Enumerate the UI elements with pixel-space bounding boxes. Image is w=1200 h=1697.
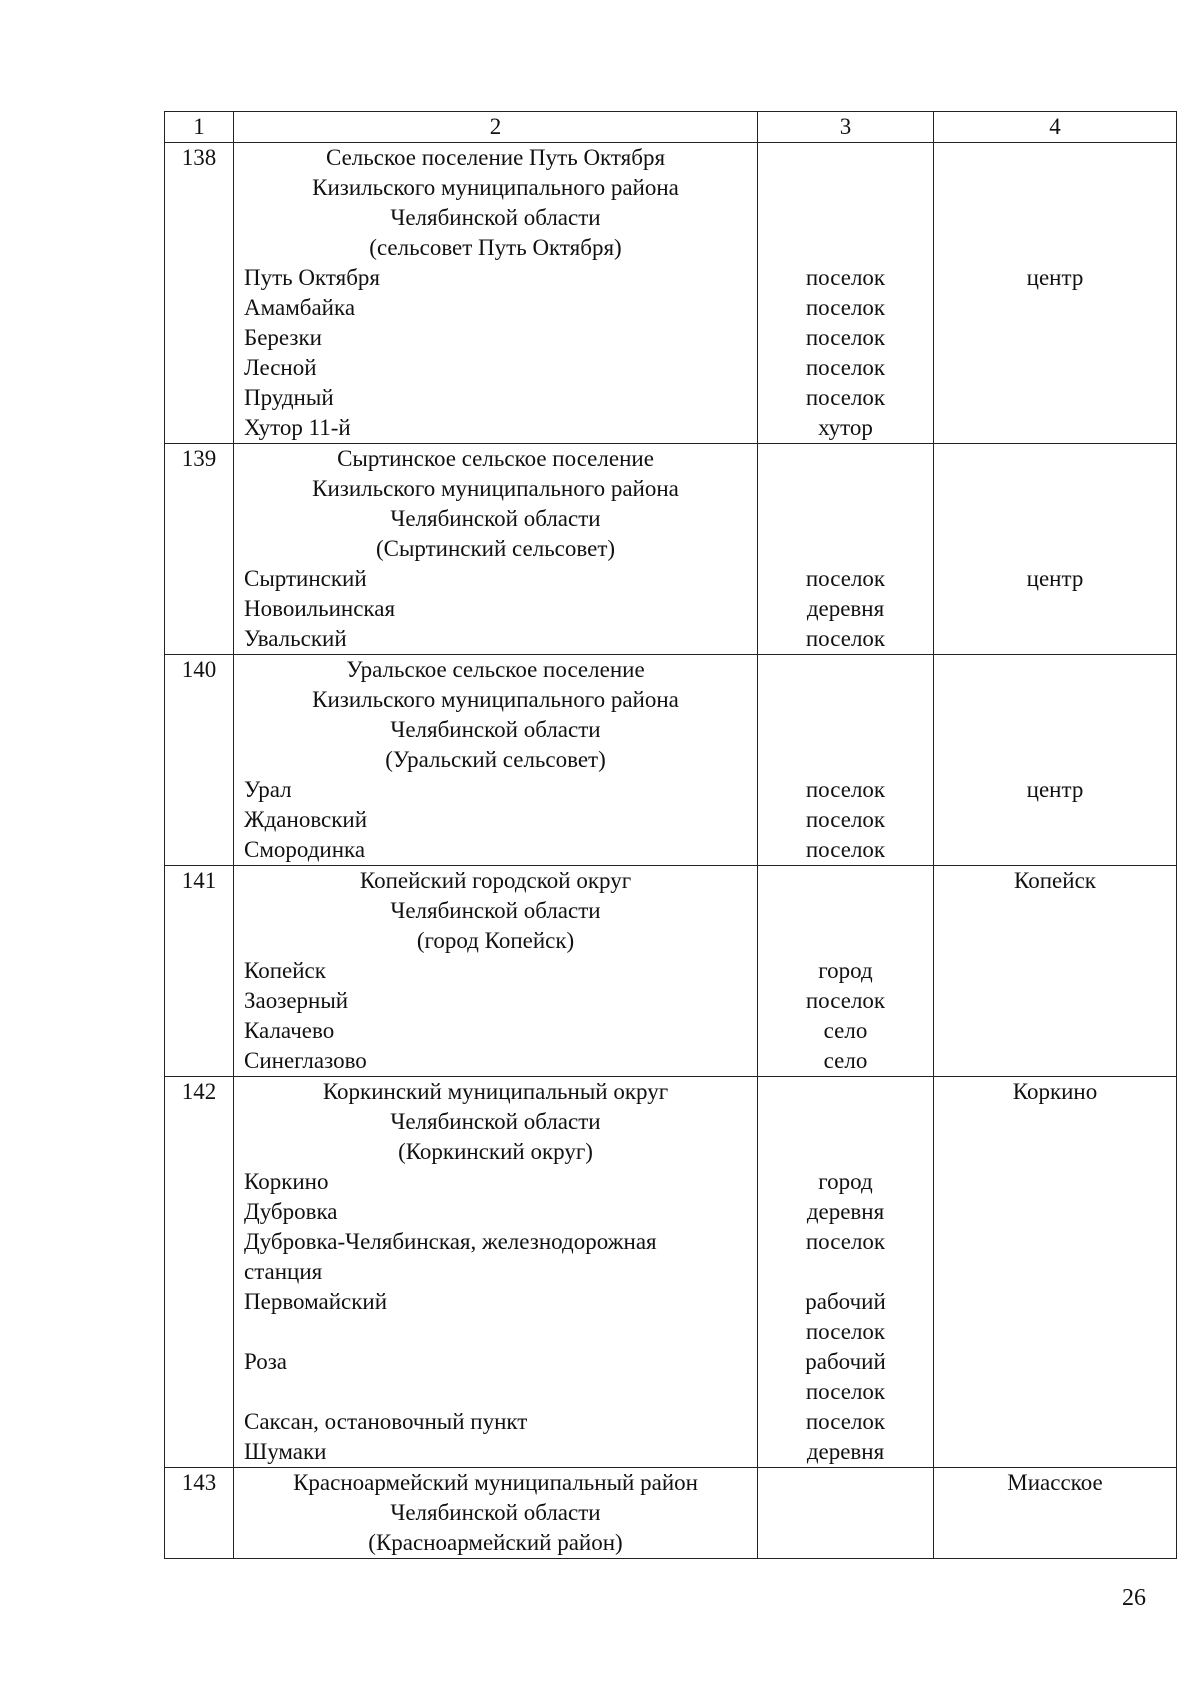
- center-note: Копейск: [1014, 868, 1096, 893]
- municipality-cell: [234, 866, 758, 1077]
- settlement-type: поселок: [805, 355, 886, 380]
- blank-line: [934, 203, 1176, 233]
- municipality-title-line: Кизильского муниципального района: [312, 476, 679, 501]
- municipality-cell: [234, 655, 758, 866]
- municipality-title-line: Челябинской области: [390, 717, 601, 742]
- blank-line: [934, 624, 1176, 654]
- blank-line: [934, 1437, 1176, 1467]
- settlement-type: деревня: [806, 1439, 885, 1464]
- settlement-type: поселок: [805, 837, 886, 862]
- blank-line: [934, 655, 1176, 685]
- settlement-name: Новоильинская: [244, 596, 396, 621]
- center-note: центр: [1026, 777, 1084, 802]
- blank-line: [758, 866, 933, 896]
- note-cell: [934, 1468, 1177, 1559]
- blank-line: [934, 1377, 1176, 1407]
- table-header-row: [165, 112, 1177, 143]
- settlement-type: поселок: [805, 807, 886, 832]
- settlement-name: [234, 1317, 757, 1347]
- settlement-type: поселок: [805, 1409, 886, 1434]
- municipality-title-line: (Уральский сельсовет): [385, 747, 606, 772]
- blank-line: [934, 353, 1176, 383]
- municipality-title-line: (Сыртинский сельсовет): [375, 536, 616, 561]
- settlement-name: Ждановский: [244, 807, 368, 832]
- center-note: центр: [1026, 566, 1084, 591]
- center-note: центр: [1026, 265, 1084, 290]
- settlement-type: село: [823, 1048, 868, 1073]
- settlement-type: город: [818, 958, 873, 983]
- type-cell: [758, 1468, 934, 1559]
- blank-line: [758, 745, 933, 775]
- blank-line: [934, 1498, 1176, 1528]
- note-cell: [934, 866, 1177, 1077]
- blank-line: [934, 745, 1176, 775]
- blank-line: [758, 896, 933, 926]
- blank-line: [934, 173, 1176, 203]
- settlement-name: Дубровка: [244, 1199, 338, 1224]
- header-col-3: 3: [758, 112, 934, 143]
- settlements-table: [164, 111, 1177, 1559]
- settlement-type: село: [823, 1018, 868, 1043]
- settlement-type: поселок: [805, 777, 886, 802]
- settlement-type: поселок: [805, 566, 886, 591]
- settlement-type: поселок: [805, 1379, 886, 1404]
- row-number: 139: [181, 446, 217, 471]
- blank-line: [758, 173, 933, 203]
- blank-line: [934, 1528, 1176, 1558]
- blank-line: [934, 1407, 1176, 1437]
- row-number: 141: [181, 868, 217, 893]
- page-number: 26: [1122, 1585, 1146, 1611]
- blank-line: [934, 1107, 1176, 1137]
- municipality-cell: [234, 1077, 758, 1468]
- blank-line: [758, 143, 933, 173]
- blank-line: [758, 1107, 933, 1137]
- blank-line: [934, 383, 1176, 413]
- municipality-title-line: Челябинской области: [390, 506, 601, 531]
- settlement-type: деревня: [806, 596, 885, 621]
- type-cell: [758, 866, 934, 1077]
- settlement-name: Хутор 11-й: [244, 415, 351, 440]
- blank-line: [934, 1016, 1176, 1046]
- table-row: [165, 866, 1177, 1077]
- blank-line: [758, 1077, 933, 1107]
- note-cell: [934, 1077, 1177, 1468]
- table-row: [165, 655, 1177, 866]
- municipality-title-line: Челябинской области: [390, 1500, 601, 1525]
- blank-line: [758, 203, 933, 233]
- header-col-2: 2: [234, 112, 758, 143]
- municipality-cell: [234, 143, 758, 444]
- blank-line: [934, 1347, 1176, 1377]
- row-number: 143: [181, 1470, 217, 1495]
- settlement-name: Шумаки: [244, 1439, 327, 1464]
- row-number-cell: [165, 1077, 234, 1468]
- blank-line: [934, 1287, 1176, 1317]
- municipality-title-line: Коркинский муниципальный округ: [322, 1079, 669, 1104]
- center-note: Миасское: [1007, 1470, 1103, 1495]
- blank-line: [934, 143, 1176, 173]
- row-number-cell: [165, 866, 234, 1077]
- settlement-name: Заозерный: [244, 988, 349, 1013]
- municipality-title-line: Красноармейский муниципальный район: [293, 1470, 698, 1495]
- blank-line: [934, 323, 1176, 353]
- municipality-title-line: Сыртинское сельское поселение: [337, 446, 654, 471]
- blank-line: [934, 1197, 1176, 1227]
- municipality-title-line: Челябинской области: [390, 205, 601, 230]
- blank-line: [758, 655, 933, 685]
- blank-line: [934, 1046, 1176, 1076]
- blank-line: [758, 1528, 933, 1558]
- blank-line: [934, 474, 1176, 504]
- blank-line: [758, 504, 933, 534]
- blank-line: [758, 685, 933, 715]
- blank-line: [758, 534, 933, 564]
- blank-line: [758, 715, 933, 745]
- blank-line: [758, 474, 933, 504]
- note-cell: [934, 655, 1177, 866]
- table-row: [165, 444, 1177, 655]
- type-cell: [758, 143, 934, 444]
- municipality-title-line: (Красноармейский район): [368, 1530, 623, 1555]
- settlement-name: Дубровка-Челябинская, железнодорожная: [244, 1229, 657, 1254]
- header-col-4: 4: [934, 112, 1177, 143]
- settlement-type: поселок: [805, 265, 886, 290]
- blank-line: [934, 293, 1176, 323]
- settlement-name: Роза: [244, 1349, 288, 1374]
- blank-line: [934, 1227, 1176, 1257]
- settlement-name: Лесной: [244, 355, 317, 380]
- blank-line: [758, 926, 933, 956]
- settlement-type: рабочий: [805, 1349, 886, 1374]
- settlement-name: Увальский: [244, 626, 347, 651]
- center-note: Коркино: [1012, 1079, 1098, 1104]
- settlement-type: поселок: [805, 295, 886, 320]
- note-cell: [934, 444, 1177, 655]
- row-number-cell: [165, 1468, 234, 1559]
- settlement-type: поселок: [805, 626, 886, 651]
- settlement-name: Смородинка: [244, 837, 366, 862]
- blank-line: [758, 1498, 933, 1528]
- blank-line: [758, 1468, 933, 1498]
- blank-line: [934, 1317, 1176, 1347]
- municipality-title-line: Сельское поселение Путь Октября: [325, 145, 666, 170]
- settlement-name: Первомайский: [244, 1289, 387, 1314]
- settlement-type: поселок: [805, 1319, 886, 1344]
- settlement-name: Амамбайка: [244, 295, 356, 320]
- row-number-cell: [165, 143, 234, 444]
- settlement-name: Саксан, остановочный пункт: [244, 1409, 528, 1434]
- settlement-type: хутор: [818, 415, 873, 440]
- type-cell: [758, 1077, 934, 1468]
- municipality-cell: [234, 1468, 758, 1559]
- municipality-title-line: (сельсовет Путь Октября): [369, 235, 622, 260]
- blank-line: [934, 594, 1176, 624]
- settlement-type: рабочий: [805, 1289, 886, 1314]
- settlement-name: Прудный: [244, 385, 334, 410]
- header-col-1: 1: [165, 112, 234, 143]
- municipality-title-line: (город Копейск): [416, 928, 575, 953]
- settlement-name: Копейск: [244, 958, 326, 983]
- row-number: 138: [181, 145, 217, 170]
- settlement-type: [758, 1257, 933, 1287]
- type-cell: [758, 655, 934, 866]
- blank-line: [758, 1137, 933, 1167]
- note-cell: [934, 143, 1177, 444]
- blank-line: [934, 1137, 1176, 1167]
- blank-line: [934, 534, 1176, 564]
- settlement-name: Березки: [244, 325, 322, 350]
- municipality-title-line: Уральское сельское поселение: [346, 657, 645, 682]
- table-row: [165, 1468, 1177, 1559]
- settlement-name: Урал: [244, 777, 292, 802]
- blank-line: [934, 896, 1176, 926]
- municipality-title-line: Кизильского муниципального района: [312, 687, 679, 712]
- municipality-cell: [234, 444, 758, 655]
- row-number-cell: [165, 444, 234, 655]
- municipality-title-line: Кизильского муниципального района: [312, 175, 679, 200]
- municipality-title-line: (Коркинский округ): [398, 1139, 593, 1164]
- blank-line: [934, 926, 1176, 956]
- settlement-name: Калачево: [244, 1018, 335, 1043]
- blank-line: [934, 504, 1176, 534]
- blank-line: [758, 233, 933, 263]
- blank-line: [934, 444, 1176, 474]
- row-number: 140: [181, 657, 217, 682]
- municipality-title-line: Челябинской области: [390, 1109, 601, 1134]
- settlement-name: Синеглазово: [244, 1048, 367, 1073]
- blank-line: [934, 715, 1176, 745]
- settlement-name: станция: [244, 1259, 323, 1284]
- settlement-type: город: [818, 1169, 873, 1194]
- table-row: [165, 1077, 1177, 1468]
- blank-line: [934, 413, 1176, 443]
- municipality-title-line: Копейский городской округ: [359, 868, 632, 893]
- type-cell: [758, 444, 934, 655]
- settlement-type: деревня: [806, 1199, 885, 1224]
- row-number-cell: [165, 655, 234, 866]
- blank-line: [934, 1257, 1176, 1287]
- settlement-name: Коркино: [244, 1169, 329, 1194]
- settlement-name: Сыртинский: [244, 566, 367, 591]
- blank-line: [934, 986, 1176, 1016]
- settlement-name: [234, 1377, 757, 1407]
- blank-line: [934, 685, 1176, 715]
- blank-line: [758, 444, 933, 474]
- blank-line: [934, 233, 1176, 263]
- municipality-title-line: Челябинской области: [390, 898, 601, 923]
- settlement-type: поселок: [805, 1229, 886, 1254]
- blank-line: [934, 956, 1176, 986]
- table-row: [165, 143, 1177, 444]
- settlement-type: поселок: [805, 385, 886, 410]
- row-number: 142: [181, 1079, 217, 1104]
- settlement-name: Путь Октября: [244, 265, 380, 290]
- blank-line: [934, 1167, 1176, 1197]
- blank-line: [934, 805, 1176, 835]
- blank-line: [934, 835, 1176, 865]
- settlement-type: поселок: [805, 325, 886, 350]
- settlement-type: поселок: [805, 988, 886, 1013]
